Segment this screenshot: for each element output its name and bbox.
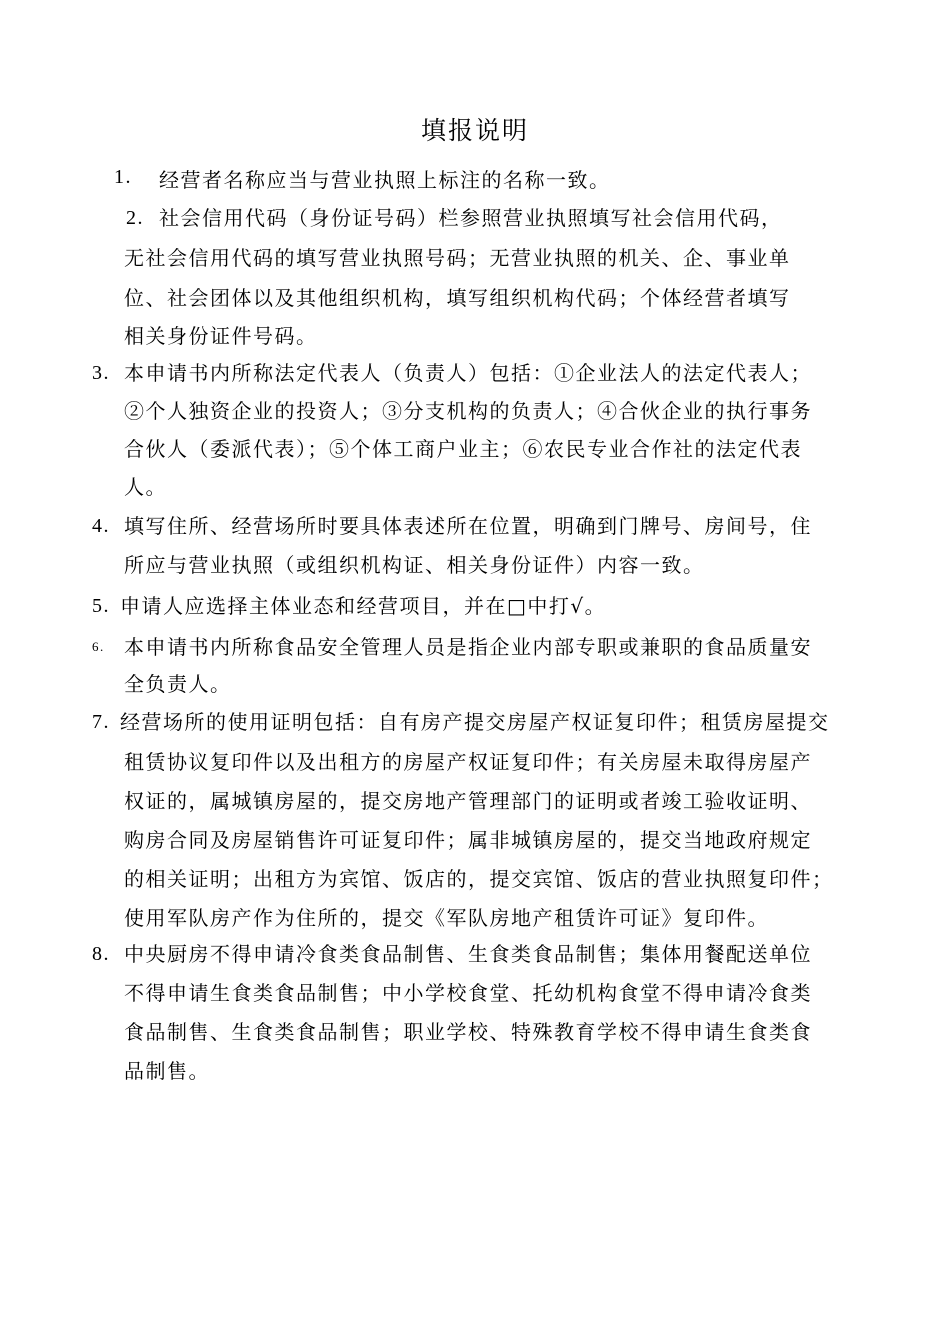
item-line: 社会信用代码（身份证号码）栏参照营业执照填写社会信用代码， [159, 206, 783, 230]
item-line: 权证的，属城镇房屋的，提交房地产管理部门的证明或者竣工验收证明、 [124, 789, 812, 813]
list-item-3 [0, 357, 950, 507]
item-line: 所应与营业执照（或组织机构证、相关身份证件）内容一致。 [124, 553, 705, 577]
item-line: 中央厨房不得申请冷食类食品制售、生食类食品制售；集体用餐配送单位 [124, 942, 812, 966]
list-item-1 [0, 166, 950, 198]
item-line: 不得申请生食类食品制售；中小学校食堂、托幼机构食堂不得申请冷食类 [124, 981, 812, 1005]
item-line: 人。 [124, 475, 167, 499]
item-line: 相关身份证件号码。 [124, 324, 318, 348]
item-line: 品制售。 [124, 1059, 210, 1083]
item-line: 位、社会团体以及其他组织机构，填写组织机构代码；个体经营者填写 [124, 286, 791, 310]
item-line: 本申请书内所称法定代表人（负责人）包括：①企业法人的法定代表人； [124, 361, 812, 385]
list-item-6 [0, 631, 950, 701]
item-number: 7. [92, 711, 110, 733]
item-line: 填写住所、经营场所时要具体表述所在位置，明确到门牌号、房间号，住 [124, 514, 812, 538]
item-text [124, 357, 812, 503]
item-number: 3. [92, 362, 110, 384]
item-line: 购房合同及房屋销售许可证复印件；属非城镇房屋的，提交当地政府规定 [124, 828, 812, 852]
item-number: 2. [126, 207, 144, 229]
item-text [120, 706, 834, 934]
item-number: 5. [92, 595, 110, 617]
list-item-2 [0, 203, 950, 348]
item-number: 6. [92, 639, 105, 654]
item-line: 经营者名称应当与营业执照上标注的名称一致。 [159, 168, 611, 192]
item-number: 8. [92, 943, 110, 965]
item-text [124, 203, 884, 351]
item-line: 经营场所的使用证明包括：自有房产提交房屋产权证复印件；租赁房屋提交 [120, 710, 830, 734]
item-line: 使用军队房产作为住所的，提交《军队房地产租赁许可证》复印件。 [124, 906, 769, 930]
item-line: 无社会信用代码的填写营业执照号码；无营业执照的机关、企、事业单 [124, 246, 791, 270]
item-number: 4. [92, 515, 110, 537]
item-number: 1. [114, 166, 132, 188]
item-line: 合伙人（委派代表）；⑤个体工商户业主；⑥农民专业合作社的法定代表 [124, 437, 802, 461]
list-item-8 [0, 938, 950, 1088]
item-line: 食品制售、生食类食品制售；职业学校、特殊教育学校不得申请生食类食 [124, 1020, 812, 1044]
item-text [124, 938, 812, 1087]
item-text [124, 631, 812, 700]
item-line: 全负责人。 [124, 672, 232, 696]
page-title: 填报说明 [420, 116, 529, 145]
item-line: 申请人应选择主体业态和经营项目，并在□中打√。 [120, 594, 607, 618]
item-line: ②个人独资企业的投资人；③分支机构的负责人；④合伙企业的执行事务 [124, 399, 812, 423]
item-line: 本申请书内所称食品安全管理人员是指企业内部专职或兼职的食品质量安 [124, 635, 812, 659]
list-item-7 [0, 706, 950, 936]
item-text [120, 590, 606, 622]
item-text [124, 510, 812, 581]
list-item-5 [0, 590, 950, 622]
item-line: 租赁协议复印件以及出租方的房屋产权证复印件；有关房屋未取得房屋产 [124, 750, 812, 774]
item-line: 的相关证明；出租方为宾馆、饭店的，提交宾馆、饭店的营业执照复印件； [124, 867, 834, 891]
item-text [159, 166, 611, 194]
list-item-4 [0, 510, 950, 582]
